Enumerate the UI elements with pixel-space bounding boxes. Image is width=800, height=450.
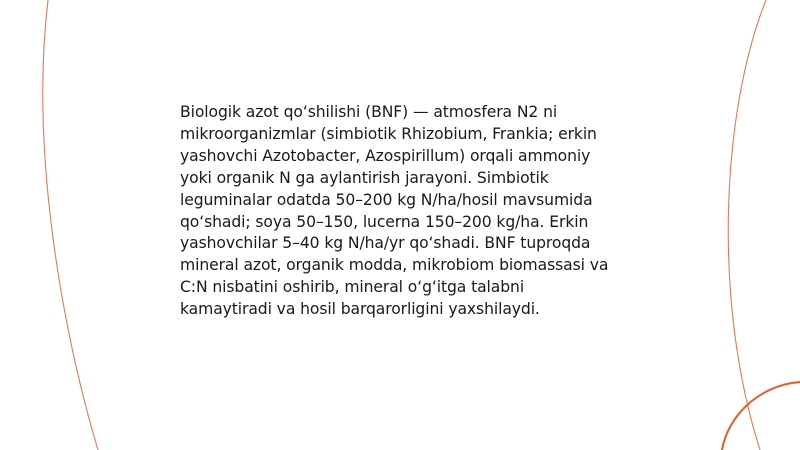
- body-paragraph: Biologik azot qo‘shilishi (BNF) — atmosfera N2 ni mikroorganizmlar (simbiotik Rhizobium, Frankia; erkin yashovchi Azotobacter, Azospirillum) orqali ammoniy yoki organik N ga aylantirish jarayoni. Simbiotik leguminalar odatda 50–200 kg N/ha/hosil mavsumida qo‘shadi; soya 50–150, lucerna 150–200 kg/ha. Erkin yashovchilar 5–40 kg N/ha/yr qo‘shadi. BNF tuproqda mineral azot, organik modda, mikrobiom biomassasi va C:N nisbatini oshirib, mineral o‘g‘itga talabni kamaytiradi va hosil barqarorligini yaxshilaydi.: [180, 103, 609, 319]
- left-decorative-curve: [43, 0, 98, 450]
- corner-decorative-arc: [722, 382, 800, 450]
- right-decorative-curve: [728, 0, 766, 450]
